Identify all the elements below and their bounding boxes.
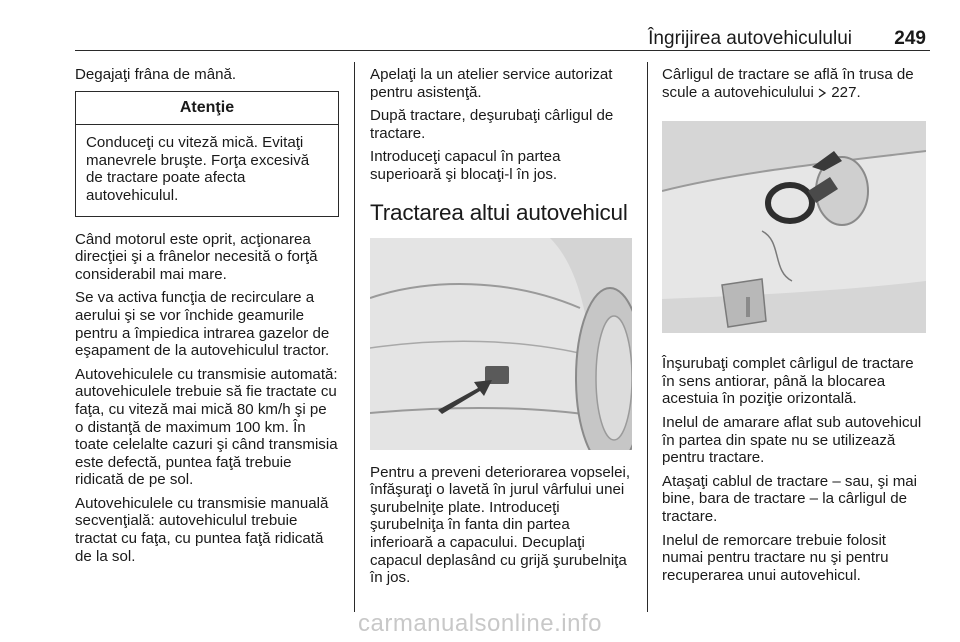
page-reference-arrow-icon — [818, 88, 827, 98]
paragraph: Autovehiculele cu transmisie automată: autovehiculele trebuie să fie tractate cu faţa, cu viteză mai mică 80 km/h şi pe o distanţă de maximum 100 km. În toate celelalte cazuri şi când transmisia este defectă, puntea faţă trebuie ridicată de pe sol. — [75, 365, 338, 489]
paragraph: Apelaţi la un atelier service autorizat pentru asistenţă. — [370, 66, 613, 101]
page-reference-link[interactable]: 227. — [831, 83, 861, 101]
column-2 — [370, 66, 632, 593]
column-1 — [75, 66, 339, 571]
page-header — [75, 28, 930, 50]
column-divider-2 — [647, 62, 648, 612]
warning-box — [75, 91, 339, 217]
header-rule — [75, 50, 930, 51]
column-3 — [662, 66, 926, 590]
car-rear-drawing — [370, 238, 632, 450]
paragraph: Inelul de remorcare trebuie folosit numai pentru tractare nu şi pentru recuperarea unui autovehicul. — [662, 531, 889, 584]
paragraph: Pentru a preveni deteriorarea vopselei, înfăşuraţi o lavetă în jurul vârfului unei şurubelniţe plate. Introduceţi şurubelniţa în fanta din partea inferioară a capacului. Decuplaţi capacul deplasând cu grijă şurubelniţa în jos. — [370, 463, 631, 587]
warning-body: Conduceţi cu viteză mică. Evitaţi manevrele bruşte. Forţa excesivă de tractare poate afecta autovehiculul. — [86, 134, 310, 204]
towing-hook-illustration — [662, 121, 926, 333]
paragraph: Degajaţi frâna de mână. — [75, 66, 237, 83]
paragraph: Înşurubaţi complet cârligul de tractare în sens antiorar, până la blocarea acestuia în poziţie orizontală. — [662, 355, 914, 408]
towing-hook-drawing — [662, 121, 926, 333]
watermark: carmanualsonline.info — [358, 610, 602, 637]
paragraph: După tractare, deşurubaţi cârligul de tractare. — [370, 107, 614, 142]
section-heading: Tractarea altui autovehicul — [370, 199, 628, 225]
paragraph — [662, 66, 926, 101]
header-title: Îngrijirea autovehiculului — [648, 28, 852, 49]
page-number: 249 — [894, 28, 926, 49]
paragraph: Se va activa funcţia de recirculare a aerului şi se vor închide geamurile pentru a împiedica intrarea gazelor de eşapament de la autovehiculul tractor. — [75, 289, 330, 360]
paragraph: Introduceţi capacul în partea superioară şi blocaţi-l în jos. — [370, 148, 561, 183]
paragraph: Ataşaţi cablul de tractare – sau, şi mai bine, bara de tractare – la cârligul de tractare. — [662, 472, 918, 525]
paragraph-text: Cârligul de tractare se află în trusa de scule a autovehiculului — [662, 66, 914, 101]
warning-title: Atenţie — [76, 92, 338, 126]
paragraph: Când motorul este oprit, acţionarea direcţiei şi a frânelor necesită o forţă considerabil mai mare. — [75, 230, 318, 283]
column-divider-1 — [354, 62, 355, 612]
rear-bumper-illustration — [370, 238, 632, 450]
paragraph: Autovehiculele cu transmisie manuală secvenţială: autovehiculul trebuie tractat cu faţa, cu puntea faţă ridicată de la sol. — [75, 494, 329, 565]
paragraph: Inelul de amarare aflat sub autovehicul în partea din spate nu se utilizează pentru tractare. — [662, 413, 922, 467]
